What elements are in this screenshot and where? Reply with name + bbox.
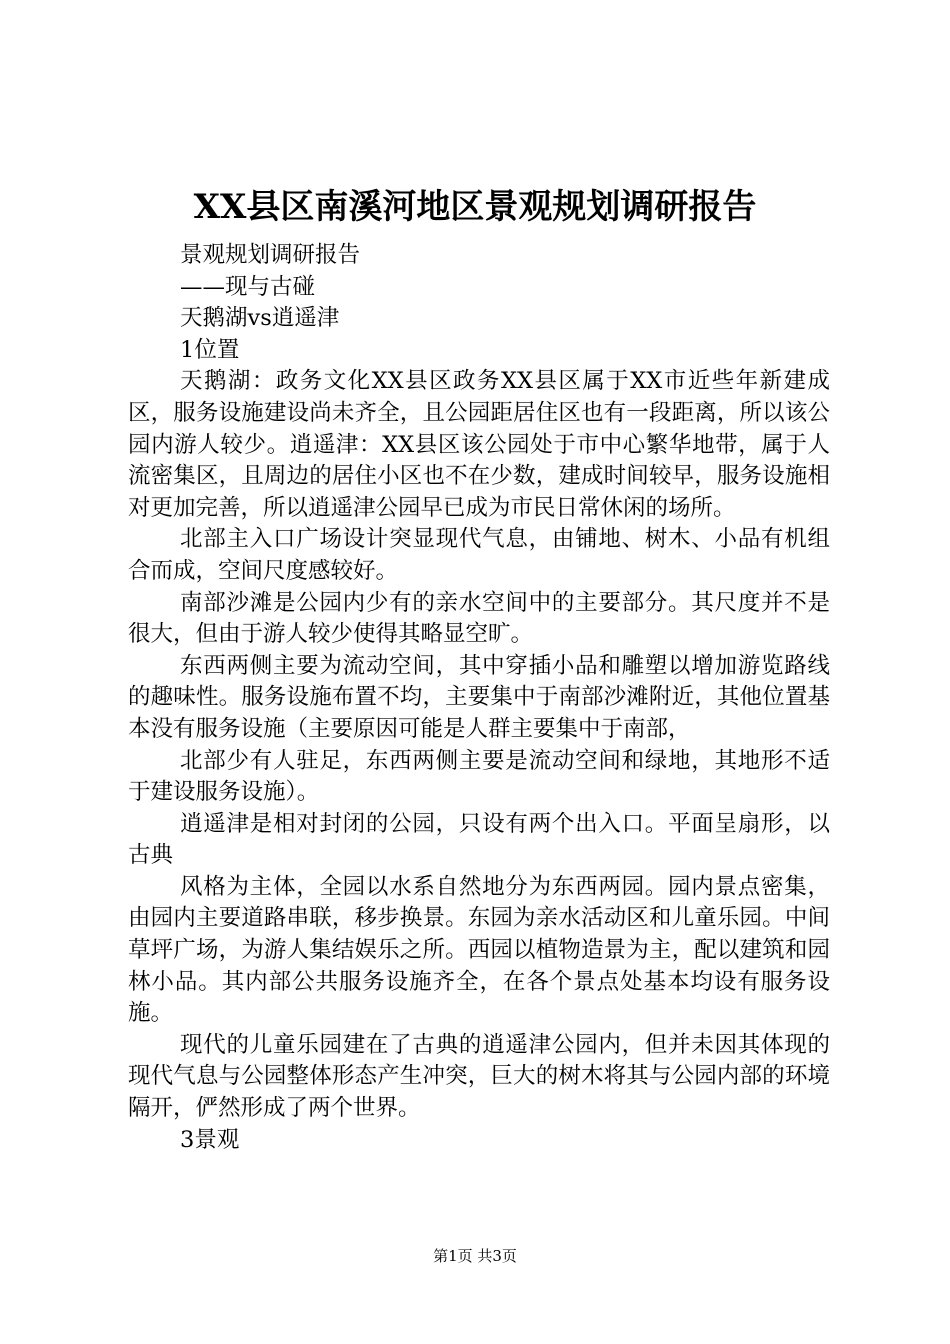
page-footer: 第1页 共3页 (433, 1247, 517, 1265)
document-title: XX县区南溪河地区景观规划调研报告 (193, 187, 757, 227)
section-heading: 1位置 (180, 336, 240, 363)
paragraph: 北部少有人驻足，东西两侧主要是流动空间和绿地，其地形不适于建设服务设施）。 (128, 747, 830, 806)
paragraph: 风格为主体，全园以水系自然地分为东西两园。园内景点密集，由园内主要道路串联，移步换景。东园为亲水活动区和儿童乐园。中间草坪广场，为游人集结娱乐之所。西园以植物造景为主，配以建筑和园林小品。其内部公共服务设施齐全，在各个景点处基本均设有服务设施。 (128, 873, 830, 1027)
paragraph: 现代的儿童乐园建在了古典的逍遥津公园内，但并未因其体现的现代气息与公园整体形态产生冲突，巨大的树木将其与公园内部的环境隔开，俨然形成了两个世界。 (128, 1031, 830, 1122)
paragraph: ——现与古碰 (180, 273, 316, 300)
paragraph: 逍遥津是相对封闭的公园，只设有两个出入口。平面呈扇形，以古典 (128, 810, 830, 869)
section-heading: 3景观 (180, 1126, 240, 1153)
paragraph: 天鹅湖vs逍遥津 (180, 305, 340, 332)
paragraph: 景观规划调研报告 (180, 242, 361, 268)
paragraph: 北部主入口广场设计突显现代气息，由铺地、树木、小品有机组合而成，空间尺度感较好。 (128, 526, 830, 584)
paragraph: 东西两侧主要为流动空间，其中穿插小品和雕塑以增加游览路线的趣味性。服务设施布置不均，主要集中于南部沙滩附近，其他位置基本没有服务设施（主要原因可能是人群主要集中于南部， (128, 652, 830, 742)
document-body (128, 240, 830, 1156)
paragraph: 南部沙滩是公园内少有的亲水空间中的主要部分。其尺度并不是很大，但由于游人较少使得其略显空旷。 (128, 589, 830, 648)
paragraph: 天鹅湖：政务文化XX县区政务XX县区属于XX市近些年新建成区，服务设施建设尚未齐全，且公园距居住区也有一段距离，所以该公园内游人较少。逍遥津：XX县区该公园处于市中心繁华地带，属于人流密集区，且周边的居住小区也不在少数，建成时间较早，服务设施相对更加完善，所以逍遥津公园早已成为市民日常休闲的场所。 (128, 368, 830, 521)
